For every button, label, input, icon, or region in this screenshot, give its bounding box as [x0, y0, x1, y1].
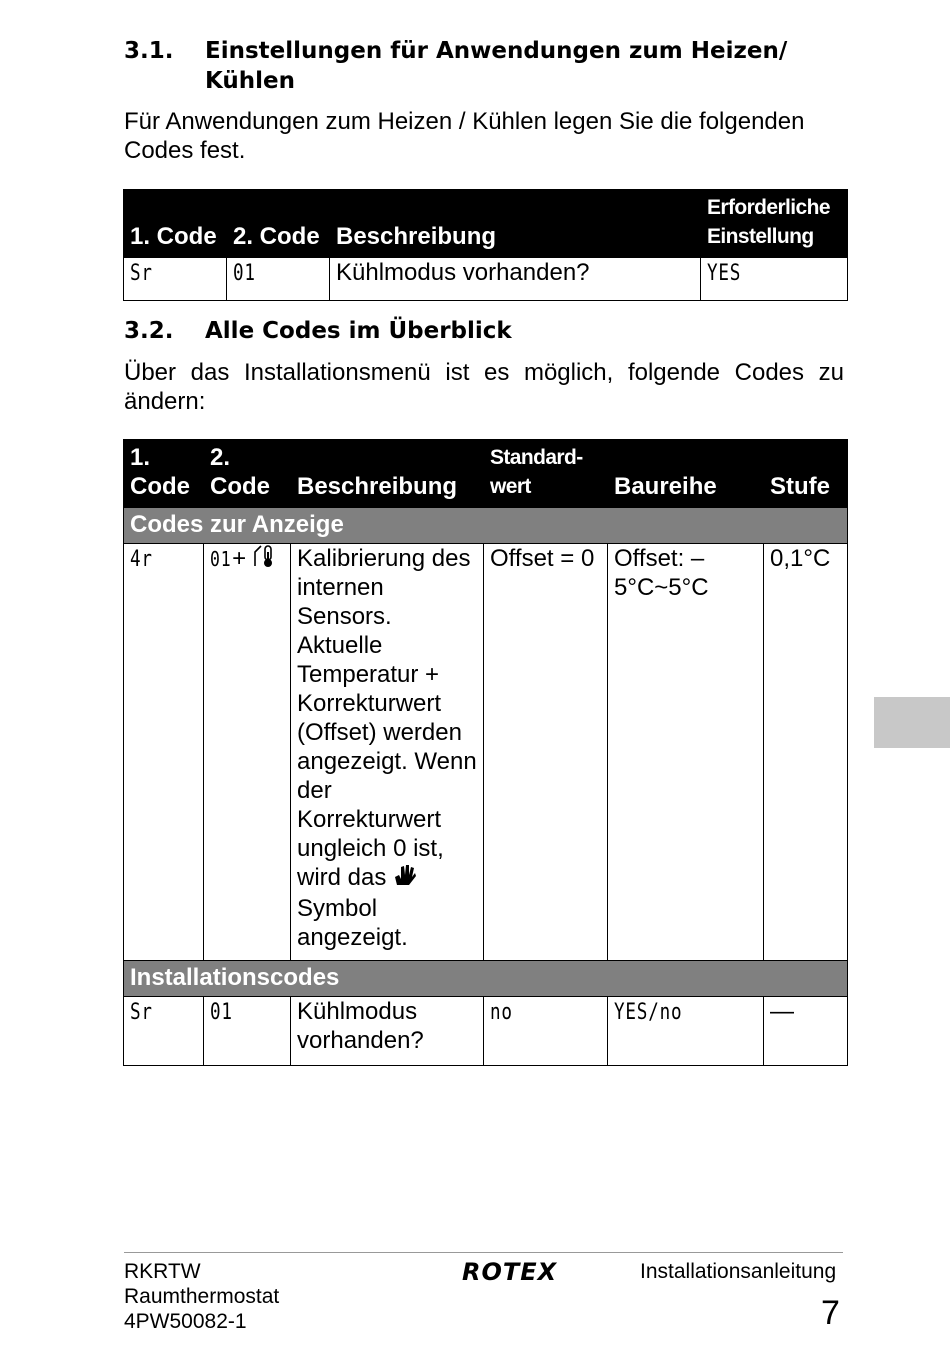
footer-divider: [124, 1252, 843, 1253]
header-code2: 2. Code: [204, 440, 291, 508]
group-label: Codes zur Anzeige: [124, 508, 848, 544]
default-value: Offset = 0: [484, 544, 608, 961]
chapter-tab: [874, 697, 950, 748]
step-value: 0,1°C: [764, 544, 848, 961]
section-heading-3-2: [124, 316, 844, 346]
settings-table: [123, 189, 848, 301]
table-header-row: [124, 190, 848, 258]
description-value: Kalibrierung des internen Sensors. Aktuelle Temperatur + Korrekturwert (Offset) werden angezeigt. Wenn der Korrekturwert ungleich 0 ist, wird das: [297, 545, 477, 891]
section-title: Einstellungen für Anwendungen zum Heizen/ Kühlen: [205, 38, 788, 94]
brand-logo: ROTEX: [462, 1258, 558, 1286]
plus-sign: +: [232, 545, 247, 572]
description-value: Kühlmodus vorhanden?: [291, 997, 484, 1066]
section-intro: Für Anwendungen zum Heizen / Kühlen legen Sie die folgenden Codes fest.: [124, 108, 805, 164]
header-description: Beschreibung: [330, 190, 701, 258]
code1-value: Sr: [130, 1000, 153, 1025]
page-number: 7: [821, 1294, 840, 1332]
header-required-setting: Erforderliche Einstellung: [701, 190, 848, 258]
group-label: Installationscodes: [124, 961, 848, 997]
code1-value: Sr: [130, 261, 153, 286]
table-row: [124, 997, 848, 1066]
header-default: Standard-wert: [484, 440, 608, 508]
hand-icon: [393, 863, 417, 894]
header-code1: 1. Code: [124, 190, 227, 258]
footer-type: Raumthermostat: [124, 1285, 280, 1308]
codes-table: [123, 439, 848, 1066]
thermometer-icon: [253, 544, 275, 575]
header-range: Baureihe: [608, 440, 764, 508]
step-value: —: [764, 997, 848, 1066]
range-value: Offset: –5°C~5°C: [608, 544, 764, 961]
header-description: Beschreibung: [291, 440, 484, 508]
group-row-display-codes: [124, 508, 848, 544]
description-value: Kühlmodus vorhanden?: [330, 258, 701, 301]
default-value: no: [490, 1000, 513, 1025]
setting-value: YES: [707, 261, 742, 286]
section-title: Alle Codes im Überblick: [205, 318, 512, 344]
footer-manual: Installationsanleitung: [640, 1260, 837, 1283]
range-value: YES/no: [614, 1000, 683, 1025]
table-row: [124, 258, 848, 301]
section-heading-3-1: [124, 36, 844, 96]
table-header-row: [124, 440, 848, 508]
description-value-cont: Symbol angezeigt.: [297, 895, 408, 952]
code2-value: 01: [210, 547, 232, 571]
header-code2: 2. Code: [227, 190, 330, 258]
section-number: 3.1.: [124, 38, 174, 64]
code2-value: 01: [233, 261, 256, 286]
code2-value: 01: [210, 1000, 233, 1025]
header-step: Stufe: [764, 440, 848, 508]
section-number: 3.2.: [124, 318, 174, 344]
header-code1: 1. Code: [124, 440, 204, 508]
group-row-installation-codes: [124, 961, 848, 997]
section-intro: Über das Installationsmenü ist es möglich, folgende Codes zu ändern:: [124, 359, 844, 415]
code1-value: 4r: [130, 547, 153, 572]
table-row: [124, 544, 848, 961]
footer-product: RKRTW: [124, 1260, 201, 1283]
footer-doc-number: 4PW50082-1: [124, 1310, 247, 1333]
